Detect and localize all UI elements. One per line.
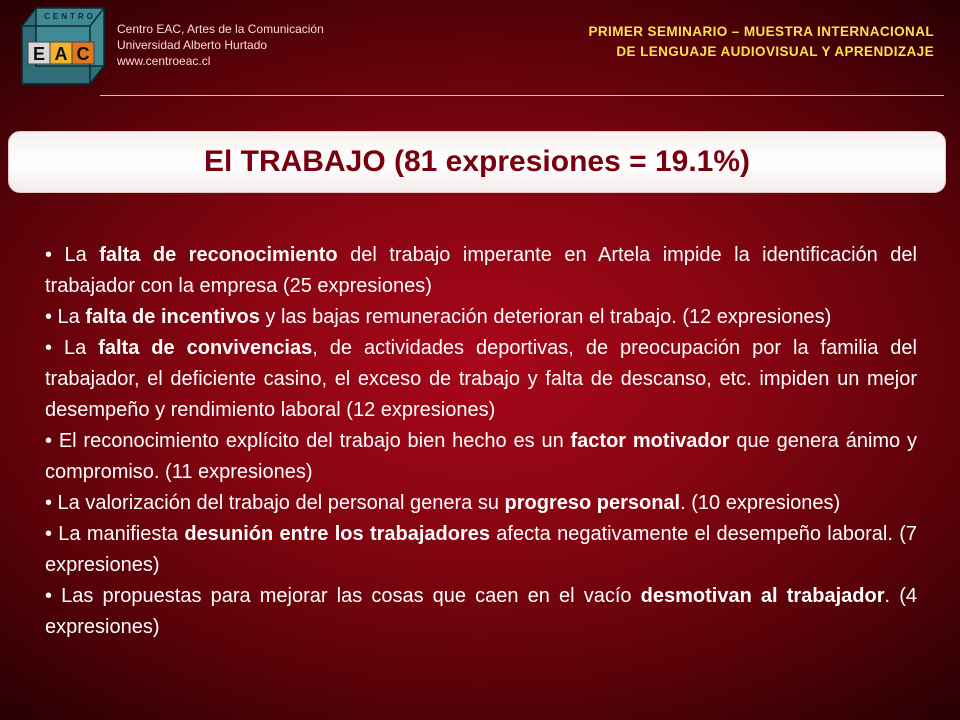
bullet-text: • La	[45, 244, 100, 266]
bullet-item	[45, 426, 917, 488]
bullet-text: • El reconocimiento explícito del trabajo bien hecho es un	[45, 430, 571, 452]
bullet-emphasis: desmotivan al trabajador	[640, 585, 885, 607]
logo-top-text: CENTRO	[44, 12, 96, 21]
bullet-list	[45, 240, 917, 643]
bullet-text: . (10 expresiones)	[680, 492, 841, 514]
bullet-emphasis: falta de reconocimiento	[99, 244, 338, 266]
bullet-emphasis: desunión entre los trabajadores	[184, 523, 490, 545]
bullet-item	[45, 488, 917, 519]
logo-letter-c: C	[76, 44, 90, 64]
bullet-text: afecta negativamente el desempeño laboral. (7 expresiones)	[45, 523, 917, 576]
org-university: Universidad Alberto Hurtado	[117, 38, 268, 52]
title-box	[8, 131, 946, 193]
org-name: Centro EAC, Artes de la Comunicación	[117, 22, 324, 36]
bullet-text: • La valorización del trabajo del personal genera su	[45, 492, 505, 514]
bullet-item	[45, 333, 917, 426]
bullet-text: del trabajo imperante en Artela impide la identificación del trabajador con la empresa (25 expresiones)	[45, 244, 917, 297]
bullet-text: . (4 expresiones)	[45, 585, 917, 638]
bullet-text: • La	[45, 306, 86, 328]
bullet-emphasis: progreso personal	[504, 492, 681, 514]
bullet-emphasis: factor motivador	[570, 430, 730, 452]
header-divider	[100, 95, 944, 96]
bullet-text: , de actividades deportivas, de preocupación por la familia del trabajador, el deficiente casino, el exceso de trabajo y falta de descanso, etc. impiden un mejor desempeño y rendimiento laboral (12 expresiones)	[45, 337, 917, 421]
bullet-text: que genera ánimo y compromiso. (11 expresiones)	[45, 430, 917, 483]
slide-title: El TRABAJO (81 expresiones = 19.1%)	[203, 145, 751, 178]
bullet-item	[45, 240, 917, 302]
bullet-emphasis: falta de incentivos	[85, 306, 260, 328]
bullet-emphasis: falta de convivencias	[98, 337, 313, 359]
logo-letter-e: E	[32, 44, 46, 64]
logo-letter-a: A	[54, 44, 68, 64]
bullet-text: • La	[45, 337, 99, 359]
seminar-title-line-1: PRIMER SEMINARIO – MUESTRA INTERNACIONAL	[588, 24, 934, 39]
eac-logo	[14, 4, 110, 92]
bullet-text: y las bajas remuneración deterioran el trabajo. (12 expresiones)	[259, 306, 832, 328]
org-website-link[interactable]: www.centroeac.cl	[117, 54, 211, 68]
bullet-item	[45, 519, 917, 581]
bullet-text: • La manifiesta	[45, 523, 185, 545]
seminar-title	[588, 22, 934, 62]
seminar-title-line-2: DE LENGUAJE AUDIOVISUAL Y APRENDIZAJE	[616, 44, 934, 59]
bullet-item	[45, 302, 917, 333]
bullet-text: • Las propuestas para mejorar las cosas que caen en el vacío	[45, 585, 641, 607]
organization-info	[117, 21, 324, 69]
bullet-item	[45, 581, 917, 643]
